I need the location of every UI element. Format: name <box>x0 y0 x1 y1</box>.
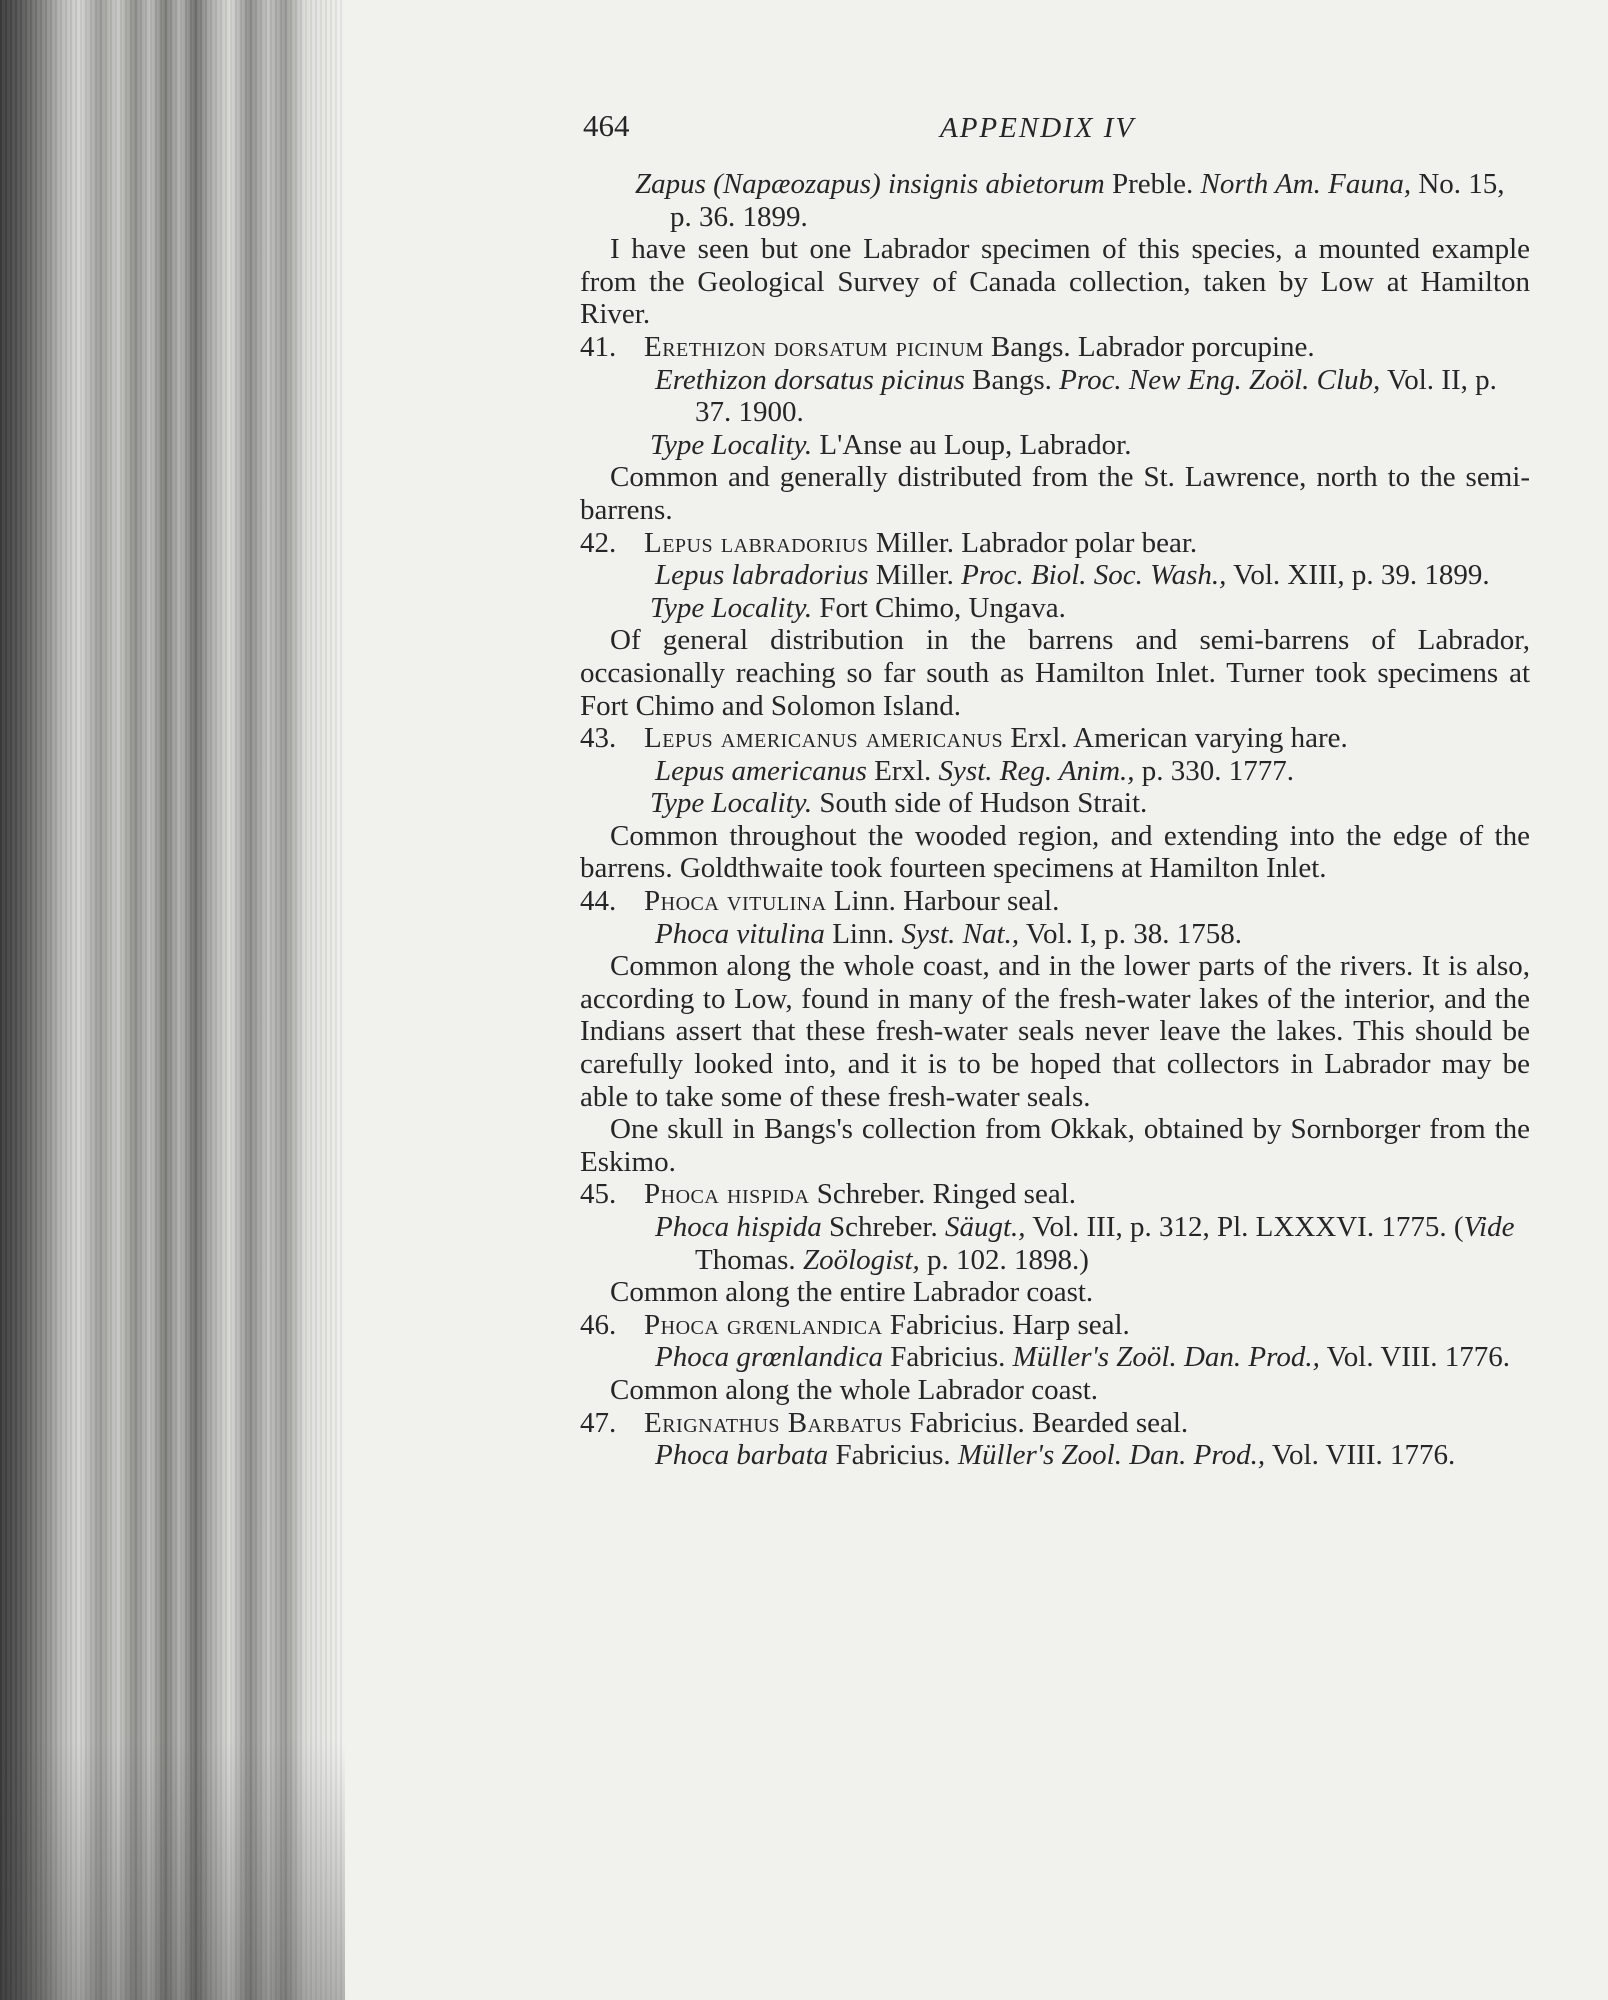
type-locality <box>580 429 1530 462</box>
citation-journal: Säugt., <box>944 1211 1026 1243</box>
entry-author-common-name: Erxl. American varying hare. <box>1003 722 1348 755</box>
species-entries <box>580 331 1530 1472</box>
citation-rest: Vol. II, p. 37. 1900. <box>695 363 1497 429</box>
species-entry <box>580 885 1530 1178</box>
species-entry <box>580 1178 1530 1308</box>
entry-heading <box>580 331 1530 364</box>
entry-scientific-name: Phoca hispida <box>644 1178 810 1211</box>
entry-scientific-name: Lepus americanus americanus <box>644 722 1004 755</box>
entry-citation <box>580 559 1530 592</box>
page-header <box>580 110 1530 162</box>
entry-author-common-name: Fabricius. Bearded seal. <box>902 1406 1189 1439</box>
book-page-edges <box>0 0 345 2000</box>
citation-journal: Proc. Biol. Soc. Wash., <box>961 559 1227 592</box>
entry-heading <box>580 1178 1530 1211</box>
entry-number: 44. <box>580 885 617 918</box>
species-entry <box>580 527 1530 723</box>
citation-species: Erethizon dorsatus picinus <box>655 363 965 396</box>
citation-rest: Vol. III, p. 312, Pl. LXXXVI. 1775. ( <box>1025 1211 1464 1243</box>
citation-author: Miller. <box>868 559 962 592</box>
entry-heading <box>580 722 1530 755</box>
type-locality-label: Type Locality. <box>650 787 813 820</box>
entry-paragraph: Common and generally distributed from the St. Lawrence, north to the semi-barrens. <box>580 461 1530 526</box>
type-locality-label: Type Locality. <box>650 591 813 624</box>
zapus-citation <box>580 168 1530 233</box>
citation-extra-rest: p. 102. 1898.) <box>919 1243 1089 1276</box>
citation-species: Phoca vitulina <box>655 917 825 950</box>
entry-scientific-name: Erethizon dorsatum picinum <box>644 330 984 363</box>
citation-species: Phoca hispida <box>655 1211 822 1243</box>
type-locality-value: L'Anse au Loup, Labrador. <box>812 428 1132 461</box>
entry-number: 46. <box>580 1308 617 1341</box>
page-edge-shadow <box>0 1740 345 2000</box>
citation-rest: Vol. XIII, p. 39. 1899. <box>1226 559 1490 592</box>
citation-rest: No. 15, p. 36. 1899. <box>670 168 1505 233</box>
entry-scientific-name: Phoca grœnlandica <box>644 1308 883 1341</box>
entry-author-common-name: Fabricius. Harp seal. <box>882 1308 1130 1341</box>
entry-citation <box>580 918 1530 951</box>
citation-author: Erxl. <box>866 754 939 787</box>
citation-rest: p. 330. 1777. <box>1134 754 1295 787</box>
entry-citation <box>580 1211 1530 1276</box>
species-entry <box>580 331 1530 527</box>
citation-journal: Müller's Zool. Dan. Prod., <box>957 1439 1266 1472</box>
citation-journal: Proc. New Eng. Zoöl. Club, <box>1059 363 1381 396</box>
citation-species: Phoca grœnlandica <box>655 1341 883 1374</box>
citation-species: Zapus (Napæozapus) insignis abietorum <box>635 168 1105 200</box>
entry-scientific-name: Lepus labradorius <box>644 526 869 559</box>
citation-rest: Vol. VIII. 1776. <box>1319 1341 1510 1374</box>
citation-author: Fabricius. <box>882 1341 1013 1374</box>
entry-paragraph: Common along the whole Labrador coast. <box>610 1373 1099 1406</box>
citation-journal: Syst. Reg. Anim., <box>938 754 1135 787</box>
citation-author: Preble. <box>1104 168 1201 200</box>
entry-author-common-name: Schreber. Ringed seal. <box>809 1178 1077 1211</box>
citation-species: Phoca barbata <box>655 1439 829 1472</box>
citation-species: Lepus labradorius <box>655 559 869 592</box>
citation-rest: Vol. VIII. 1776. <box>1265 1439 1456 1472</box>
citation-author: Fabricius. <box>828 1439 958 1472</box>
type-locality-label: Type Locality. <box>650 428 813 461</box>
citation-journal: Müller's Zoöl. Dan. Prod., <box>1012 1341 1320 1374</box>
entry-heading <box>580 885 1530 918</box>
citation-vide: Vide <box>1463 1211 1515 1243</box>
entry-citation <box>580 1439 1530 1472</box>
entry-number: 42. <box>580 526 617 559</box>
entry-author-common-name: Linn. Harbour seal. <box>826 885 1060 918</box>
entry-number: 41. <box>580 330 617 363</box>
entry-heading <box>580 1309 1530 1342</box>
entry-paragraph: Common throughout the wooded region, and extending into the edge of the barrens. Goldthwaite took fourteen specimens at Hamilton Inlet. <box>580 819 1530 885</box>
page-number: 464 <box>583 108 630 143</box>
type-locality <box>580 787 1530 820</box>
entry-scientific-name: Phoca vitulina <box>644 885 827 918</box>
citation-extra-journal: Zoölogist, <box>802 1243 920 1276</box>
citation-extra-author: Thomas. <box>695 1243 803 1276</box>
zapus-paragraph: I have seen but one Labrador specimen of this species, a mounted example from the Geological Survey of Canada collection, taken by Low at Hamilton River. <box>580 233 1530 331</box>
citation-journal: North Am. Fauna, <box>1200 168 1412 200</box>
citation-author: Schreber. <box>821 1211 945 1243</box>
citation-journal: Syst. Nat., <box>901 917 1020 950</box>
species-entry <box>580 1407 1530 1472</box>
page-stack-stripes <box>0 0 345 2000</box>
entry-paragraph: Common along the entire Labrador coast. <box>610 1276 1094 1309</box>
species-entry <box>580 722 1530 885</box>
entry-paragraph: Common along the whole coast, and in the lower parts of the rivers. It is also, according to Low, found in many of the fresh-water lakes of the interior, and the Indians assert that these fresh-water seals never leave the lakes. This should be carefully looked into, and it is to be hoped that collectors in Labrador may be able to take some of these fresh-water seals. <box>580 950 1530 1113</box>
citation-rest: Vol. I, p. 38. 1758. <box>1019 917 1242 950</box>
running-head: APPENDIX IV <box>940 112 1136 144</box>
type-locality-value: South side of Hudson Strait. <box>812 787 1148 820</box>
entry-author-common-name: Bangs. Labrador porcupine. <box>983 330 1315 363</box>
entry-author-common-name: Miller. Labrador polar bear. <box>868 526 1198 559</box>
entry-citation <box>580 1341 1530 1374</box>
entry-heading <box>580 1407 1530 1440</box>
book-page <box>580 110 1530 1472</box>
entry-citation <box>580 364 1530 429</box>
type-locality-value: Fort Chimo, Ungava. <box>812 591 1066 624</box>
type-locality <box>580 592 1530 625</box>
entry-citation <box>580 755 1530 788</box>
entry-paragraph: One skull in Bangs's collection from Okkak, obtained by Sornborger from the Eskimo. <box>580 1113 1530 1178</box>
entry-paragraph: Of general distribution in the barrens and semi-barrens of Labrador, occasionally reaching so far south as Hamilton Inlet. Turner took specimens at Fort Chimo and Solomon Island. <box>580 624 1530 722</box>
entry-number: 47. <box>580 1406 617 1439</box>
entry-number: 43. <box>580 722 617 755</box>
species-entry <box>580 1309 1530 1407</box>
entry-scientific-name: Erignathus Barbatus <box>644 1406 903 1439</box>
entry-heading <box>580 527 1530 560</box>
citation-author: Bangs. <box>964 363 1060 396</box>
entry-number: 45. <box>580 1178 617 1211</box>
citation-author: Linn. <box>824 917 902 950</box>
citation-species: Lepus americanus <box>655 754 867 787</box>
